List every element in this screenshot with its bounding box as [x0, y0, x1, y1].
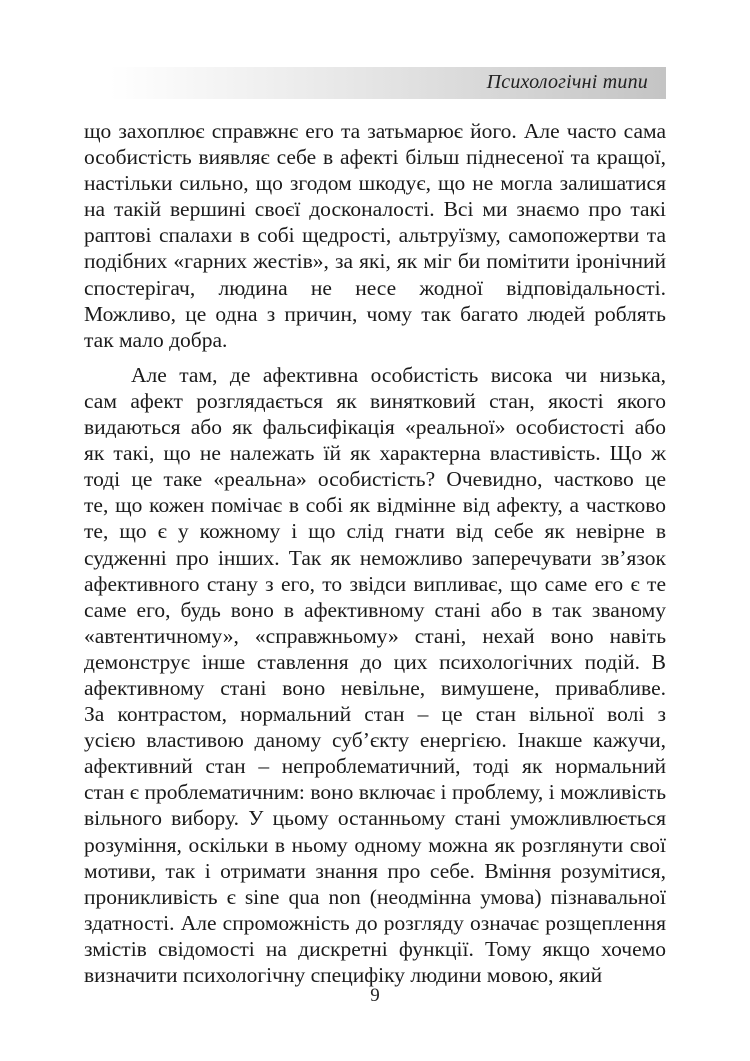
text-line: тоді це таке «реальна» особистість? Очевидно, частково це	[84, 467, 666, 492]
text-line: спостерігач, людина не несе жодної відповідальності.	[84, 275, 666, 300]
text-line: змістів свідомості на дискретні функції. Тому якщо хочемо	[84, 936, 666, 961]
text-line: усією властивою даному суб’єкту енергією. Інакше кажучи,	[84, 728, 666, 753]
text-line: мотиви, так і отримати знання про себе. Вміння розумітися,	[84, 858, 666, 883]
text-line: особистість виявляє себе в афекті більш піднесеної та кращої,	[84, 145, 666, 170]
text-line: що захоплює справжнє его та затьмарює його. Але часто сама	[84, 119, 666, 143]
text-line: те, що є у кожному і що слід гнати від себе як невірне в	[84, 519, 666, 544]
text-line: демонструє інше ставлення до цих психологічних подій. В	[84, 649, 666, 674]
text-line: здатності. Але спроможність до розгляду означає розщеплення	[84, 910, 666, 935]
text-line: те, що кожен помічає в собі як відмінне від афекту, а частково	[84, 493, 666, 518]
text-line: подібних «гарних жестів», за які, як міг би помітити іронічний	[84, 249, 666, 274]
text-line: афективний стан – непроблематичний, тоді як нормальний	[84, 754, 666, 779]
text-line: Можливо, це одна з причин, чому так багато людей роблять	[84, 301, 666, 326]
text-line: видаються або як фальсифікація «реальної» особистості або	[84, 415, 666, 440]
text-line: За контрастом, нормальний стан – це стан вільної волі з	[84, 702, 666, 727]
text-line: настільки сильно, що згодом шкодує, що не могла залишатися	[84, 171, 666, 196]
text-line: розуміння, оскільки в ньому одному можна як розглянути свої	[84, 832, 666, 857]
text-line: саме его, будь воно в афективному стані або в так званому	[84, 597, 666, 622]
text-line: вільного вибору. У цьому останньому стані уможливлюється	[84, 806, 666, 831]
text-line: афективному стані воно невільне, вимушене, привабливе.	[84, 675, 666, 700]
text-line: «автентичному», «справжньому» стані, нехай воно навіть	[84, 623, 666, 648]
running-header-title: Психологічні типи	[486, 71, 648, 93]
text-line: судженні про інших. Так як неможливо заперечувати зв’язок	[84, 545, 666, 570]
text-line: як такі, що не належать їй як характерна властивість. Що ж	[84, 441, 666, 466]
text-line: Але там, де афективна особистість висока чи низька,	[131, 362, 666, 387]
text-line: стан є проблематичним: воно включає і проблему, і можливість	[84, 780, 666, 805]
paragraph	[84, 118, 666, 353]
text-line: на такій вершині своєї досконалості. Всі ми знаємо про такі	[84, 197, 666, 222]
text-line: проникливість є sine qua non (неодмінна умова) пізнавальної	[84, 884, 666, 909]
running-header	[110, 67, 666, 99]
paragraph	[84, 362, 666, 988]
body-text	[84, 118, 666, 988]
page-number: 9	[370, 985, 380, 1006]
text-line: раптові спалахи в собі щедрості, альтруїзму, самопожертви та	[84, 223, 666, 248]
text-line: афективного стану з его, то звідси випливає, що саме его є те	[84, 571, 666, 596]
text-line: сам афект розглядається як винятковий стан, якості якого	[84, 388, 666, 413]
text-line: визначити психологічну специфіку людини мовою, який	[84, 963, 603, 987]
text-line: так мало добра.	[84, 327, 228, 352]
